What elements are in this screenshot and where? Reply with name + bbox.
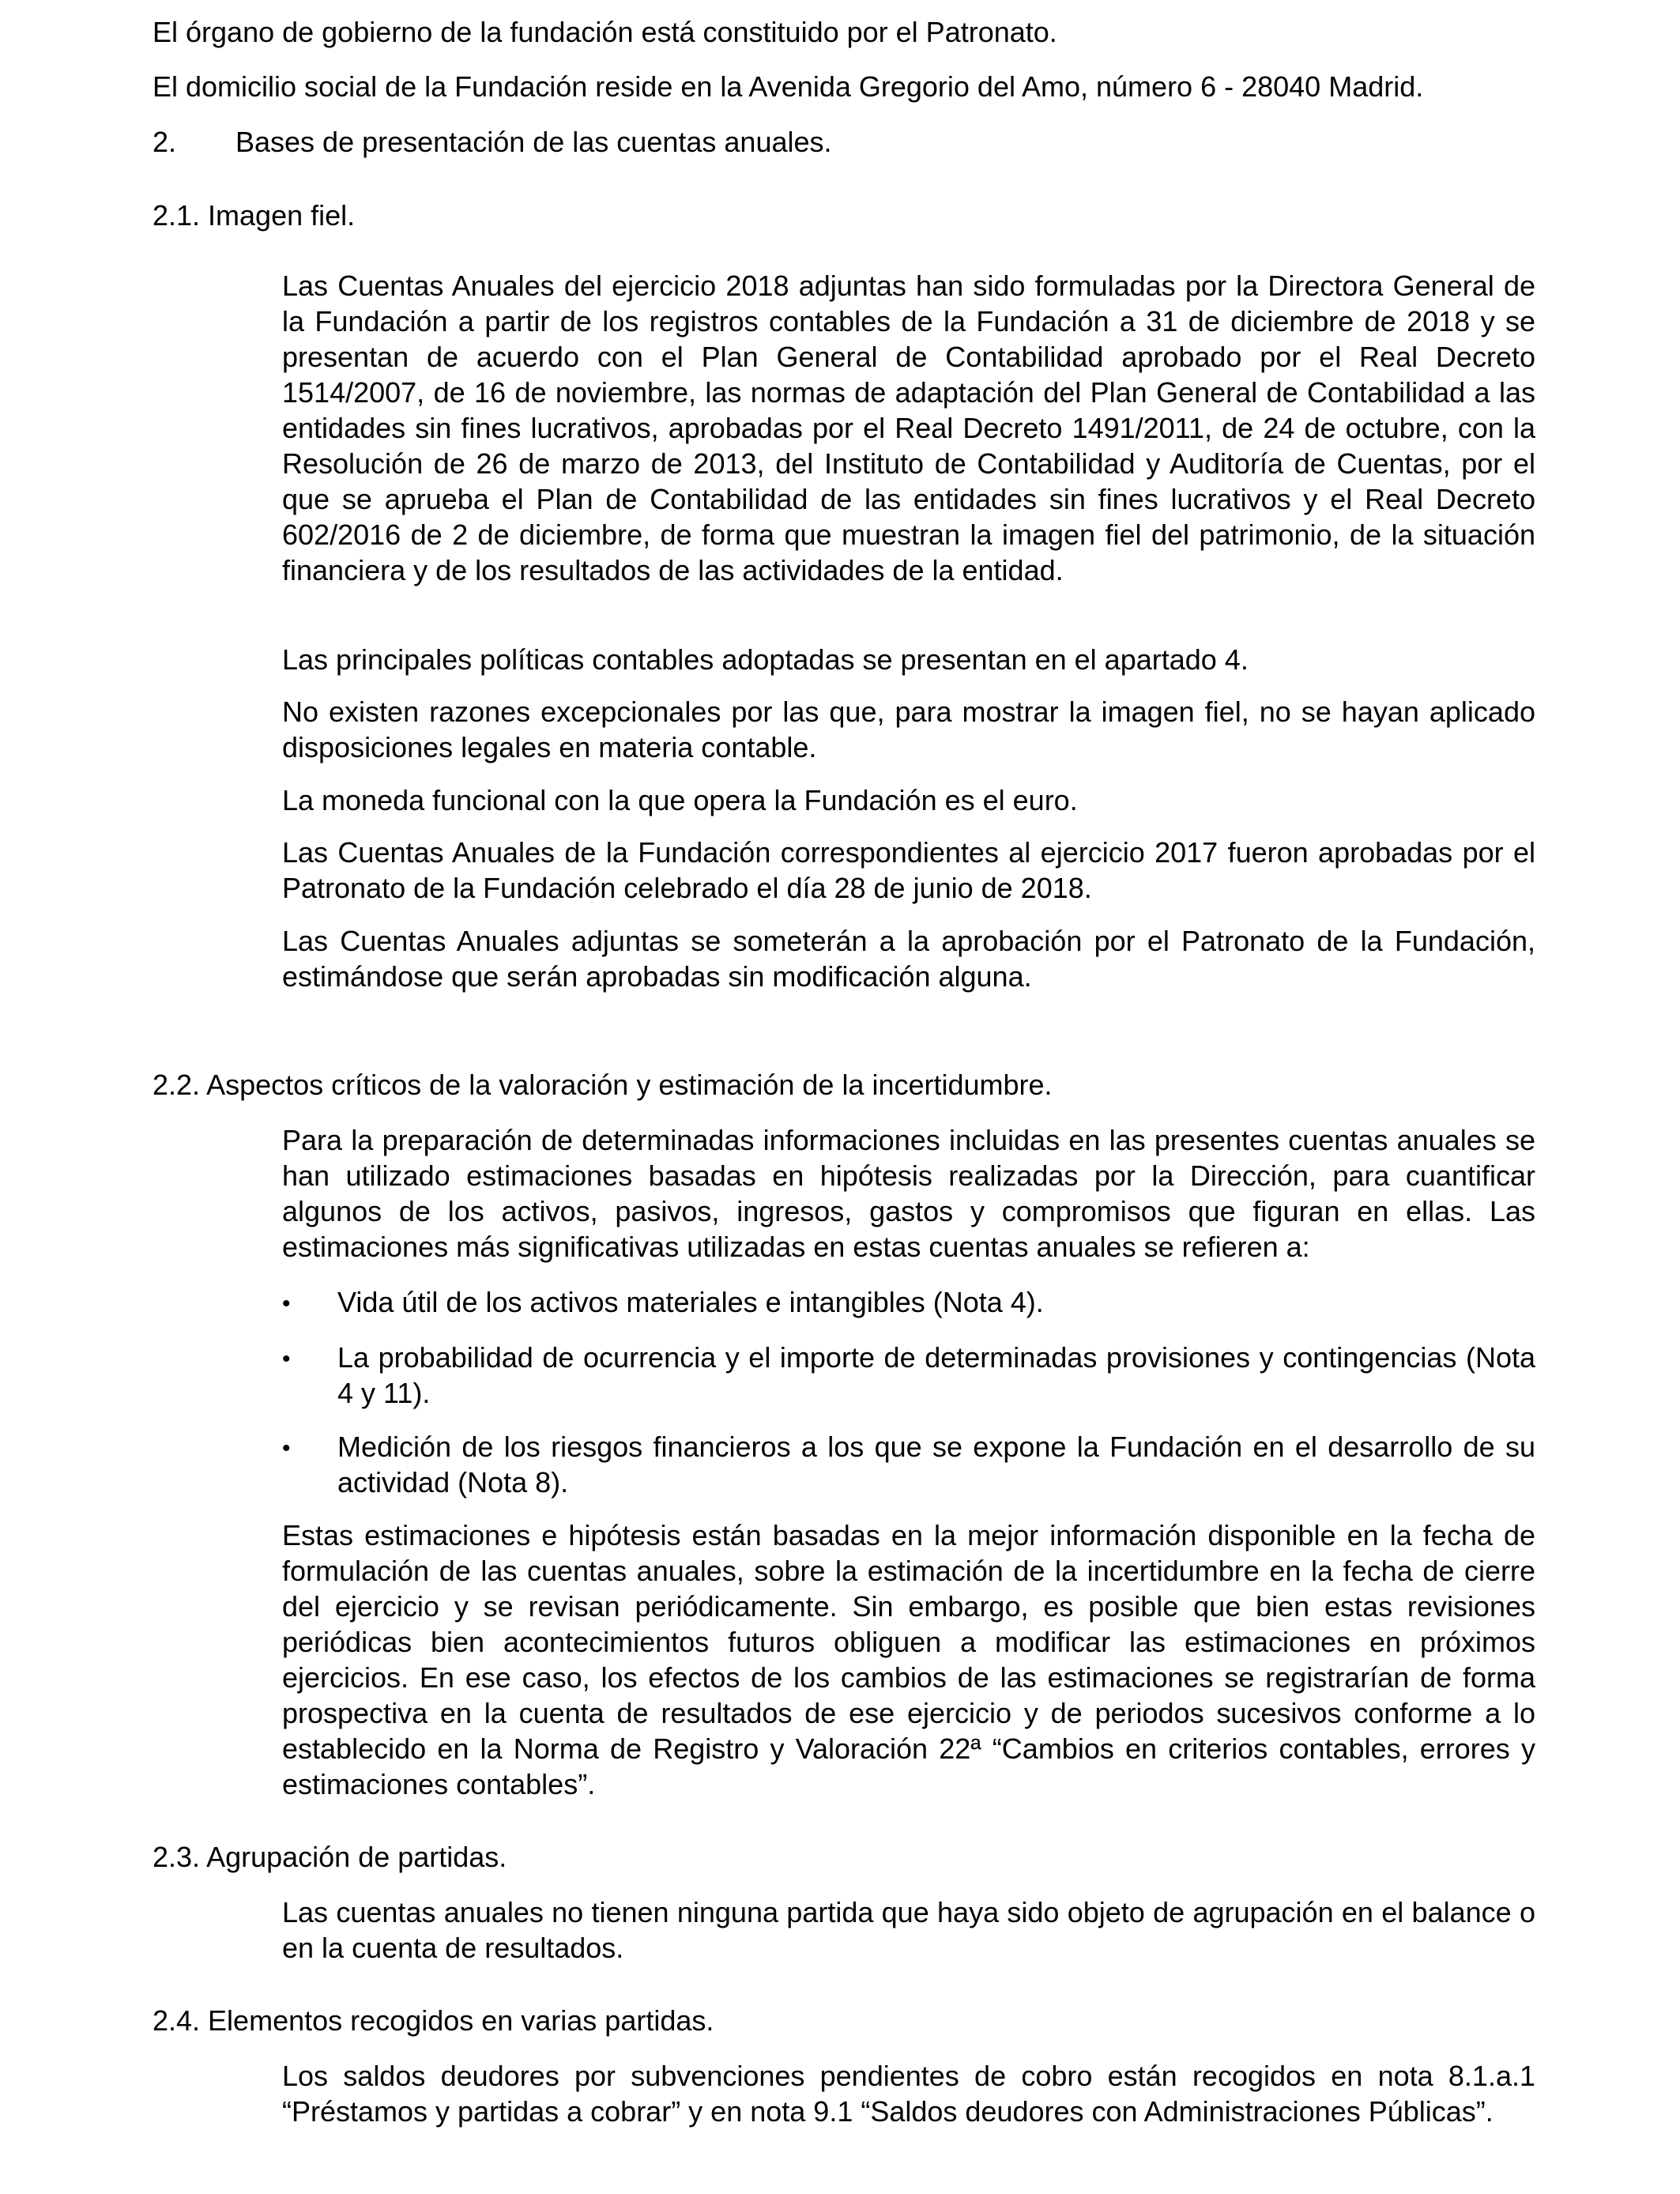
section-2-1-paragraph: Las principales políticas contables adoptadas se presentan en el apartado 4. [282, 643, 1249, 676]
intro-address: El domicilio social de la Fundación reside en la Avenida Gregorio del Amo, número 6 - 28040 Madrid. [153, 70, 1424, 103]
section-2-1-paragraph: Las Cuentas Anuales adjuntas se someterán a la aprobación por el Patronato de la Fundación, estimándose que serán aprobadas sin modificación alguna. [282, 925, 1535, 993]
bullet-icon: • [282, 1435, 291, 1461]
section-2-1-heading: 2.1. Imagen fiel. [153, 199, 356, 232]
section-2-1-paragraph: Las Cuentas Anuales de la Fundación correspondientes al ejercicio 2017 fueron aprobadas por el Patronato de la Fundación celebrado el día 28 de junio de 2018. [282, 836, 1535, 904]
section-2-1-paragraph: No existen razones excepcionales por las que, para mostrar la imagen fiel, no se hayan aplicado disposiciones legales en materia contable. [282, 696, 1535, 763]
section-2-4-paragraph: Los saldos deudores por subvenciones pendientes de cobro están recogidos en nota 8.1.a.1 “Préstamos y partidas a cobrar” y en nota 9.1 “Saldos deudores con Administraciones Públicas”. [282, 2060, 1535, 2128]
estimation-bullet-item: Vida útil de los activos materiales e intangibles (Nota 4). [337, 1286, 1044, 1318]
section-2-1-paragraph: La moneda funcional con la que opera la Fundación es el euro. [282, 784, 1078, 816]
intro-governance: El órgano de gobierno de la fundación está constituido por el Patronato. [153, 16, 1057, 48]
section-2-2-intro: Para la preparación de determinadas informaciones incluidas en las presentes cuentas anuales se han utilizado estimaciones basadas en hipótesis realizadas por la Dirección, para cuantificar algunos de los activos, pasivos, ingresos, gastos y compromisos que figuran en ellas. Las estimaciones más significativas utilizadas en estas cuentas anuales se refieren a: [282, 1124, 1535, 1263]
section-2-title: Bases de presentación de las cuentas anuales. [235, 126, 832, 158]
estimation-bullet-item: La probabilidad de ocurrencia y el importe de determinadas provisiones y contingencias (Nota 4 y 11). [337, 1341, 1535, 1409]
bullet-icon: • [282, 1346, 291, 1372]
section-2-1-paragraph: Las Cuentas Anuales del ejercicio 2018 adjuntas han sido formuladas por la Directora General de la Fundación a partir de los registros contables de la Fundación a 31 de diciembre de 2018 y se presentan de acuerdo con el Plan General de Contabilidad aprobado por el Real Decreto 1514/2007, de 16 de noviembre, las normas de adaptación del Plan General de Contabilidad a las entidades sin fines lucrativos, aprobadas por el Real Decreto 1491/2011, de 24 de octubre, con la Resolución de 26 de marzo de 2013, del Instituto de Contabilidad y Auditoría de Cuentas, por el que se aprueba el Plan de Contabilidad de las entidades sin fines lucrativos y el Real Decreto 602/2016 de 2 de diciembre, de forma que muestran la imagen fiel del patrimonio, de la situación financiera y de los resultados de las actividades de la entidad. [282, 270, 1535, 586]
section-2-2-closing: Estas estimaciones e hipótesis están basadas en la mejor información disponible en la fecha de formulación de las cuentas anuales, sobre la estimación de la incertidumbre en la fecha de cierre del ejercicio y se revisan periódicamente. Sin embargo, es posible que bien estas revisiones periódicas bien acontecimientos futuros obliguen a modificar las estimaciones en próximos ejercicios. En ese caso, los efectos de los cambios de las estimaciones se registrarían de forma prospectiva en la cuenta de resultados de ese ejercicio y de periodos sucesivos conforme a lo establecido en la Norma de Registro y Valoración 22ª “Cambios en criterios contables, errores y estimaciones contables”. [282, 1519, 1535, 1800]
estimation-bullet-item: Medición de los riesgos financieros a los que se expone la Fundación en el desarrollo de su actividad (Nota 8). [337, 1431, 1535, 1498]
section-2-3-paragraph: Las cuentas anuales no tienen ninguna partida que haya sido objeto de agrupación en el balance o en la cuenta de resultados. [282, 1896, 1535, 1964]
section-2-2-heading: 2.2. Aspectos críticos de la valoración y estimación de la incertidumbre. [153, 1069, 1053, 1101]
section-2-number: 2. [153, 126, 177, 158]
section-2-3-heading: 2.3. Agrupación de partidas. [153, 1841, 507, 1873]
bullet-icon: • [282, 1291, 291, 1317]
section-2-4-heading: 2.4. Elementos recogidos en varias partidas. [153, 2004, 714, 2037]
